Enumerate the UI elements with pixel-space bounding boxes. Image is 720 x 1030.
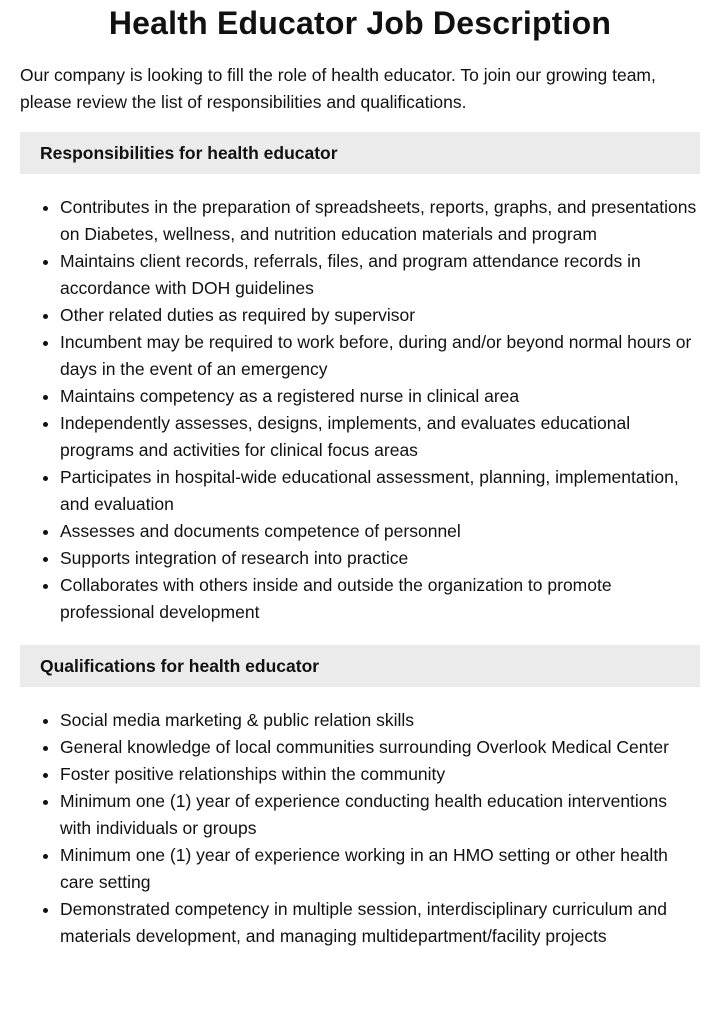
qualifications-heading: Qualifications for health educator — [20, 645, 700, 687]
responsibilities-list — [20, 194, 700, 626]
list-item: • General knowledge of local communities surrounding Overlook Medical Center — [60, 734, 700, 761]
list-item: • Social media marketing & public relation skills — [60, 707, 700, 734]
list-item: • Foster positive relationships within the community — [60, 761, 700, 788]
page-title: Health Educator Job Description — [108, 5, 612, 41]
intro-paragraph: Our company is looking to fill the role of health educator. To join our growing team, please review the list of responsibilities and qualifications. — [20, 65, 656, 112]
list-item: • Minimum one (1) year of experience conducting health education interventions with individuals or groups — [60, 788, 700, 842]
list-item: • Other related duties as required by supervisor — [60, 302, 700, 329]
list-item: • Independently assesses, designs, implements, and evaluates educational programs and activities for clinical focus areas — [60, 410, 700, 464]
list-item: • Supports integration of research into practice — [60, 545, 700, 572]
list-item: • Collaborates with others inside and outside the organization to promote professional development — [60, 572, 700, 626]
list-item: • Incumbent may be required to work before, during and/or beyond normal hours or days in the event of an emergency — [60, 329, 700, 383]
list-item: • Maintains competency as a registered nurse in clinical area — [60, 383, 700, 410]
list-item: • Contributes in the preparation of spreadsheets, reports, graphs, and presentations on Diabetes, wellness, and nutrition education materials and program — [60, 194, 700, 248]
list-item: • Participates in hospital-wide educational assessment, planning, implementation, and evaluation — [60, 464, 700, 518]
list-item: • Assesses and documents competence of personnel — [60, 518, 700, 545]
list-item: • Maintains client records, referrals, files, and program attendance records in accordance with DOH guidelines — [60, 248, 700, 302]
responsibilities-heading: Responsibilities for health educator — [20, 132, 700, 174]
qualifications-list — [20, 707, 700, 950]
list-item: • Demonstrated competency in multiple session, interdisciplinary curriculum and materials development, and managing multidepartment/facility projects — [60, 896, 700, 950]
list-item: • Minimum one (1) year of experience working in an HMO setting or other health care setting — [60, 842, 700, 896]
